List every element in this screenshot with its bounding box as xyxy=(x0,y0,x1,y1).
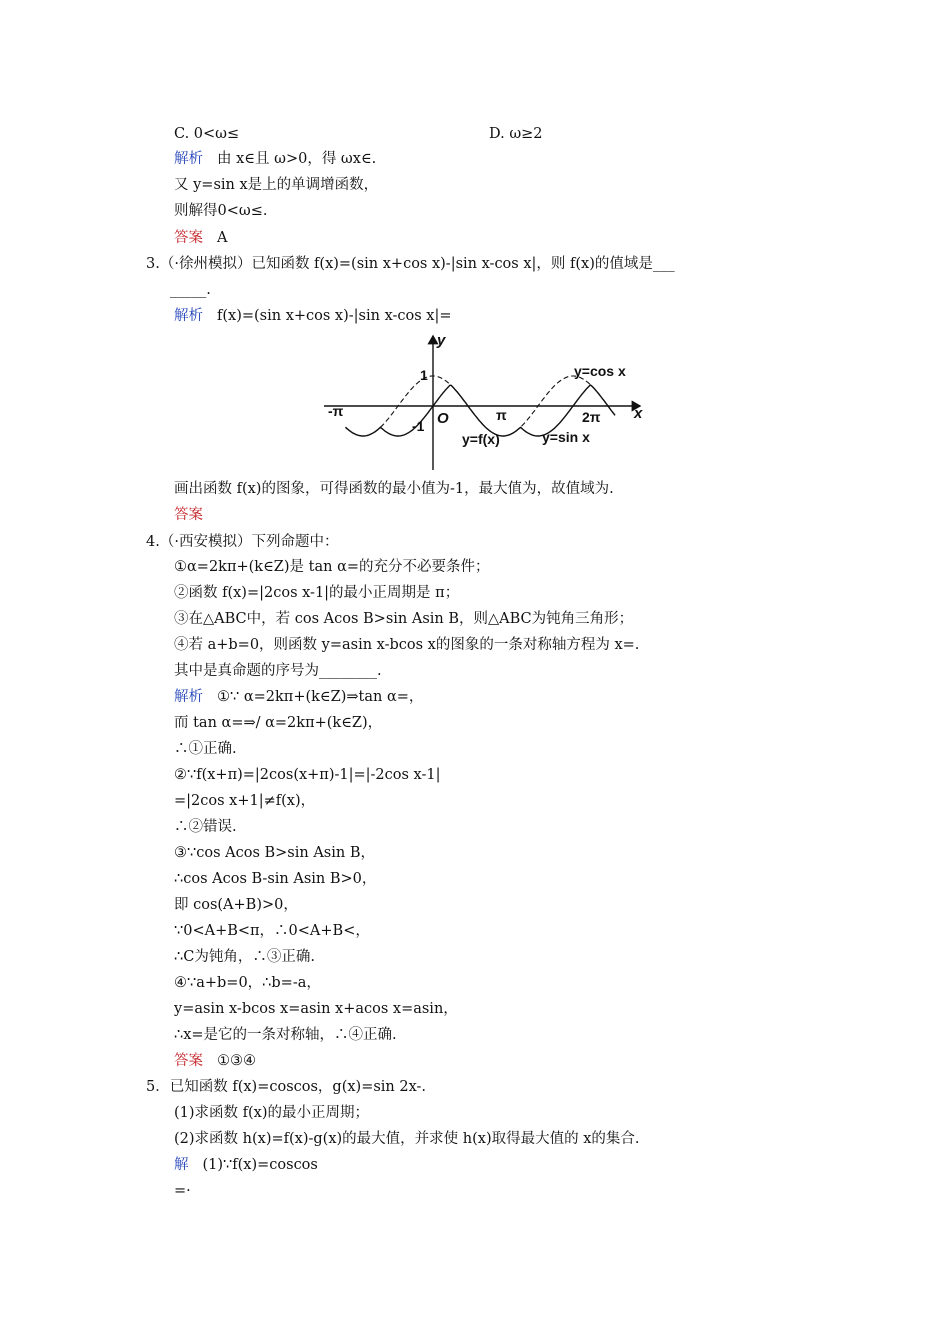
trig-function-graph xyxy=(322,330,652,472)
q4-solution-line-9: 即 cos(A+B)>0， xyxy=(174,897,298,913)
jiexi-label: 解析 xyxy=(174,308,203,324)
jie-label: 解 xyxy=(174,1157,189,1173)
q4-answer-line xyxy=(174,1051,256,1071)
q4-solution-text-1: ①∵ α=2kπ+(k∈Z)⇒tan α=， xyxy=(217,689,424,705)
label-y-cos-x: y=cos x xyxy=(574,363,626,379)
q4-solution-line-10: ∵0<A+B<π，∴0<A+B<， xyxy=(174,923,370,939)
q3-stem-line-1: 3.（·徐州模拟）已知函数 f(x)=(sin x+cos x)-|sin x-cos x|，则 f(x)的值域是___ xyxy=(146,256,675,272)
q4-solution-line-7: ③∵cos Acos B>sin Asin B， xyxy=(174,845,375,861)
q4-question: 其中是真命题的序号为________. xyxy=(174,663,382,679)
q4-solution-line-5: =|2cos x+1|≠f(x)， xyxy=(174,793,316,809)
q2-solution-text-1: 由 x∈且 ω>0，得 ωx∈. xyxy=(217,151,377,167)
tick-one: 1 xyxy=(420,367,428,383)
q4-solution-line-3: ∴①正确. xyxy=(174,741,237,757)
q4-solution-line-2: 而 tan α=⇒/ α=2kπ+(k∈Z)， xyxy=(174,715,383,731)
tick-two-pi: 2π xyxy=(582,409,601,425)
q4-solution-line-4: ②∵f(x+π)=|2cos(x+π)-1|=|-2cos x-1| xyxy=(174,767,441,783)
q5-part-1: (1)求函数 f(x)的最小正周期； xyxy=(174,1105,370,1121)
q4-proposition-3: ③在△ABC中，若 cos Acos B>sin Asin B，则△ABC为钝角三角形； xyxy=(174,611,634,627)
tick-pi: π xyxy=(496,407,507,423)
q2-answer-line xyxy=(174,228,227,248)
q4-proposition-1: ①α=2kπ+(k∈Z)是 tan α=的充分不必要条件； xyxy=(174,559,490,575)
tick-neg-pi: -π xyxy=(328,403,344,419)
daan-label: 答案 xyxy=(174,507,203,523)
q3-after-graph: 画出函数 f(x)的图象，可得函数的最小值为-1，最大值为，故值域为. xyxy=(174,481,614,497)
q5-solution-text-1: (1)∵f(x)=coscos xyxy=(202,1157,318,1173)
daan-label: 答案 xyxy=(174,230,203,246)
q5-stem: 5．已知函数 f(x)=coscos，g(x)=sin 2x-. xyxy=(146,1079,427,1095)
jiexi-label: 解析 xyxy=(174,151,203,167)
q3-solution-text-1: f(x)=(sin x+cos x)-|sin x-cos x|= xyxy=(217,308,452,324)
option-c: C. 0<ω≤ xyxy=(174,126,240,142)
q4-answer-value: ①③④ xyxy=(217,1053,256,1069)
q2-solution-line-2: 又 y=sin x是上的单调增函数， xyxy=(174,177,379,193)
q2-solution-line-1 xyxy=(174,149,376,169)
y-axis-label: y xyxy=(437,332,446,349)
q5-solution-line-2: =· xyxy=(174,1183,191,1199)
label-y-f-x: y=f(x) xyxy=(462,431,500,447)
q4-stem: 4.（·西安模拟）下列命题中： xyxy=(146,534,339,550)
q4-solution-line-6: ∴②错误. xyxy=(174,819,237,835)
q4-solution-line-1 xyxy=(174,687,423,707)
q4-proposition-2: ②函数 f(x)=|2cos x-1|的最小正周期是 π； xyxy=(174,585,460,601)
q2-solution-line-3: 则解得0<ω≤. xyxy=(174,203,268,219)
q2-answer-value: A xyxy=(217,230,228,246)
q5-part-2: (2)求函数 h(x)=f(x)-g(x)的最大值，并求使 h(x)取得最大值的 x的集合. xyxy=(174,1131,640,1147)
jiexi-label: 解析 xyxy=(174,689,203,705)
q4-solution-line-12: ④∵a+b=0，∴b=-a， xyxy=(174,975,321,991)
daan-label: 答案 xyxy=(174,1053,203,1069)
q5-solution-line-1 xyxy=(174,1155,318,1175)
origin-label: O xyxy=(437,410,449,427)
tick-neg-one: -1 xyxy=(412,418,425,434)
q3-answer-line xyxy=(174,505,217,525)
q4-solution-line-11: ∴C为钝角，∴③正确. xyxy=(174,949,315,965)
label-y-sin-x: y=sin x xyxy=(542,429,590,445)
q4-proposition-4: ④若 a+b=0，则函数 y=asin x-bcos x的图象的一条对称轴方程为 x=. xyxy=(174,637,640,653)
option-d: D. ω≥2 xyxy=(489,126,543,142)
q4-solution-line-13: y=asin x-bcos x=asin x+acos x=asin， xyxy=(174,1001,458,1017)
q4-solution-line-8: ∴cos Acos B-sin Asin B>0， xyxy=(174,871,377,887)
q4-solution-line-14: ∴x=是它的一条对称轴，∴④正确. xyxy=(174,1027,397,1043)
x-axis-label: x xyxy=(634,405,643,422)
q3-solution-line-1 xyxy=(174,306,452,326)
q3-stem-line-2: _____. xyxy=(170,282,211,298)
